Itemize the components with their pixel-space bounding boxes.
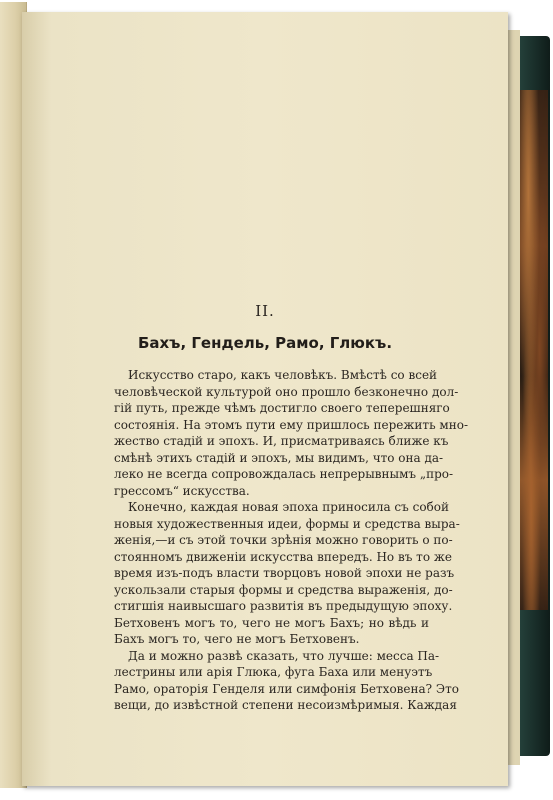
- body-text: [114, 367, 469, 714]
- text-line: Бахъ могъ то, чего не могъ Бетховенъ.: [114, 632, 360, 646]
- text-line: стоянномъ движеніи искусства впередъ. Но въ то же: [114, 549, 452, 564]
- text-line: новыя художественныя идеи, формы и средства выра-: [114, 516, 460, 531]
- text-line: Искусство старо, какъ человѣкъ. Вмѣстѣ со всей: [128, 368, 438, 382]
- text-line: женія,—и съ этой точки зрѣнія можно говорить о по-: [114, 533, 453, 547]
- text-line: человѣческой культурой оно прошло безконечно дол-: [114, 384, 459, 399]
- text-line: смѣнѣ этихъ стадій и эпохъ, мы видимъ, что она да-: [114, 450, 444, 465]
- text-line: жество стадій и эпохъ. И, присматриваясь ближе къ: [114, 434, 449, 448]
- marbled-edge: [520, 90, 548, 610]
- chapter-number: II.: [255, 302, 275, 320]
- text-line: состоянія. На этомъ пути ему пришлось пережить мно-: [114, 417, 469, 432]
- text-line: Бетховенъ могъ то, чего не могъ Бахъ; но вѣдь и: [114, 615, 429, 630]
- text-line: лестрины или арія Глюка, фуга Баха или менуэтъ: [114, 665, 433, 679]
- text-line: Да и можно развѣ сказать, что лучше: месса Па-: [128, 648, 440, 663]
- text-line: леко не всегда сопровождалась непрерывнымъ „про-: [114, 467, 454, 481]
- chapter-title: Бахъ, Гендель, Рамо, Глюкъ.: [137, 334, 393, 352]
- text-line: время изъ-подъ власти творцовъ новой эпохи не разъ: [114, 566, 455, 580]
- text-line: стигшія наивысшаго развитія въ предыдущую эпоху.: [114, 599, 453, 613]
- text-line: гій путь, прежде чѣмъ достигло своего теперешняго: [114, 401, 450, 415]
- text-line: Конечно, каждая новая эпоха приносила съ собой: [128, 500, 449, 514]
- book-page: [22, 12, 508, 786]
- text-line: вещи, до извѣстной степени несоизмѣримыя. Каждая: [114, 698, 457, 712]
- text-line: ускользали старыя формы и средства выраженія, до-: [114, 582, 453, 597]
- text-line: Рамо, ораторія Генделя или симфонія Бетховена? Это: [114, 681, 459, 696]
- text-line: грессомъ“ искусства.: [114, 483, 250, 498]
